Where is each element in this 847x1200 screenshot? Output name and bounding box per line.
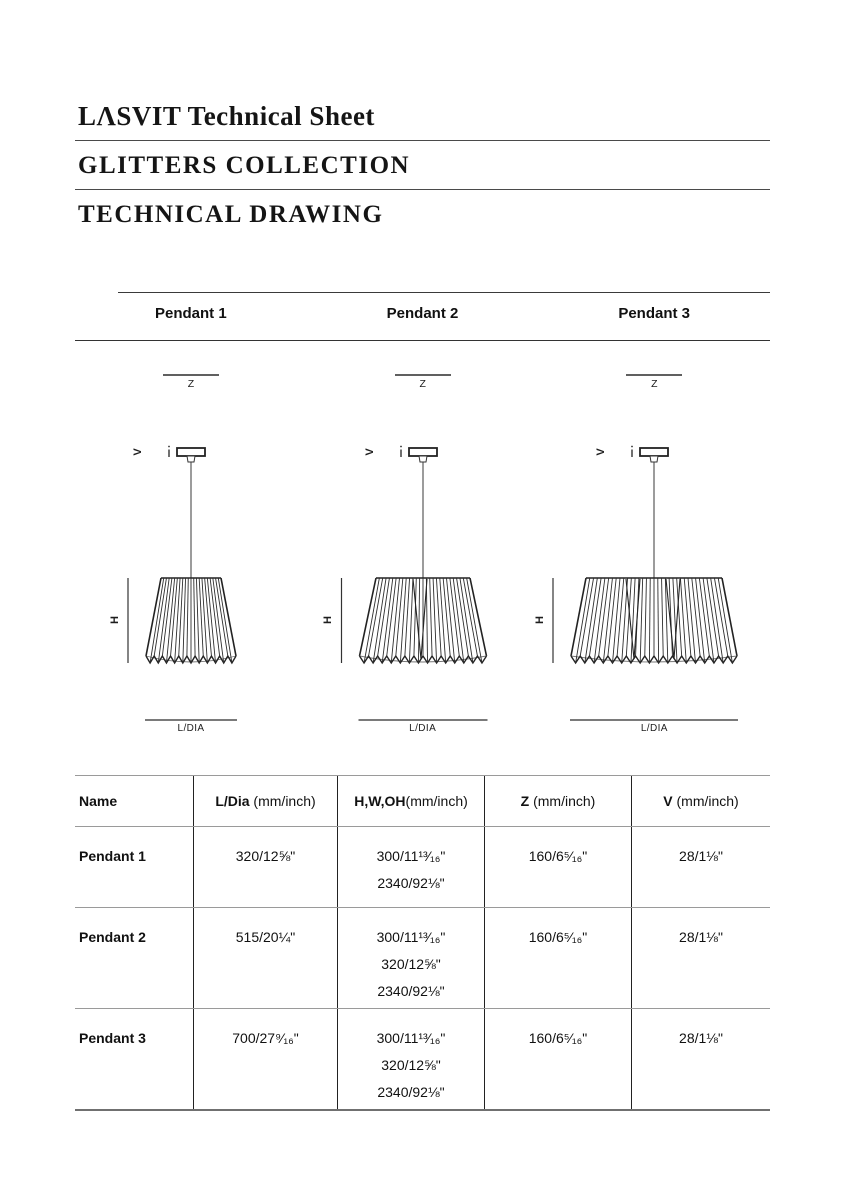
z-dimension-label: Z [651,378,658,390]
page-title [78,101,375,132]
pendant-2-label: Pendant 2 [386,305,459,322]
table-header-name [75,776,194,826]
header-key: Name [79,793,118,809]
header-divider [75,140,770,141]
row-hwoh-values [338,1009,485,1109]
pendant-1-label: Pendant 1 [154,305,227,322]
row-z-value: 160/6⁵⁄₁₆" [485,1009,632,1109]
table-header-hwoh [338,776,485,826]
pendant-2-drawing [307,345,539,760]
hwoh-line: 300/11¹³⁄₁₆" [376,929,446,945]
pendant-1-drawing [75,345,307,760]
row-hwoh-values [338,908,485,1008]
row-v-value: 28/1⅛" [679,1030,723,1046]
ldia-dimension-label: L/DIA [640,723,668,734]
header-divider [75,189,770,190]
row-ldia-value: 700/27⁹⁄₁₆" [194,1009,338,1109]
v-dimension-label: V [595,448,608,456]
pendant-label-row [75,305,770,322]
header-unit: (mm/inch) [529,793,596,809]
v-dimension-label: V [363,448,376,456]
row-z-value: 160/6⁵⁄₁₆" [485,827,632,907]
table-row [75,1009,770,1111]
hwoh-line: 300/11¹³⁄₁₆" [376,848,446,864]
pendant-linework [307,345,539,760]
dimensions-table [75,775,770,1111]
h-dimension-label: H [109,616,121,624]
pendant-3-label: Pendant 3 [618,305,690,322]
row-v-value: 28/1⅛" [679,848,723,864]
brand-logo-text: LΛSVIT [78,101,181,131]
row-ldia-value: 320/12⅝" [194,827,338,907]
table-header-z [485,776,632,826]
hwoh-line: 2340/92⅛" [377,1084,445,1100]
pendant-band-top-rule [118,292,770,293]
hwoh-line: 320/12⅝" [381,956,441,972]
collection-title: GLITTERS COLLECTION [78,152,411,179]
row-name: Pendant 1 [75,827,194,907]
header-key: Z [520,793,530,809]
table-header-v [632,776,770,826]
header-key: H,W,OH [354,793,406,809]
header-unit: (mm/inch) [405,793,468,809]
z-dimension-label: Z [419,378,426,390]
table-row [75,827,770,908]
row-z-value: 160/6⁵⁄₁₆" [485,908,632,1008]
table-header-ldia [194,776,338,826]
pendant-linework [538,345,770,760]
v-dimension-label: V [132,448,144,456]
hwoh-line: 300/11¹³⁄₁₆" [376,1030,446,1046]
ldia-dimension-label: L/DIA [177,723,205,734]
ldia-dimension-label: L/DIA [409,723,437,734]
header-key: V [663,793,673,809]
z-dimension-label: Z [187,378,195,390]
pendant-3-drawing [534,345,770,760]
page-title-rest: Technical Sheet [180,101,375,131]
header-key: L/Dia [215,793,250,809]
header-unit: (mm/inch) [672,793,739,809]
row-name: Pendant 2 [75,908,194,1008]
table-header-row [75,776,770,827]
section-title: TECHNICAL DRAWING [78,201,384,228]
row-ldia-value: 515/20¼" [194,908,338,1008]
row-name: Pendant 3 [75,1009,194,1109]
row-v-value: 28/1⅛" [679,929,723,945]
pendant-band-bottom-rule [75,340,770,341]
table-row [75,908,770,1009]
hwoh-line: 2340/92⅛" [377,875,445,891]
h-dimension-label: H [322,616,335,624]
hwoh-line: 2340/92⅛" [377,983,445,999]
h-dimension-label: H [534,616,547,624]
pendant-linework [75,345,307,760]
row-hwoh-values [338,827,485,907]
technical-drawings [75,345,770,760]
header-unit: (mm/inch) [249,793,316,809]
hwoh-line: 320/12⅝" [381,1057,441,1073]
